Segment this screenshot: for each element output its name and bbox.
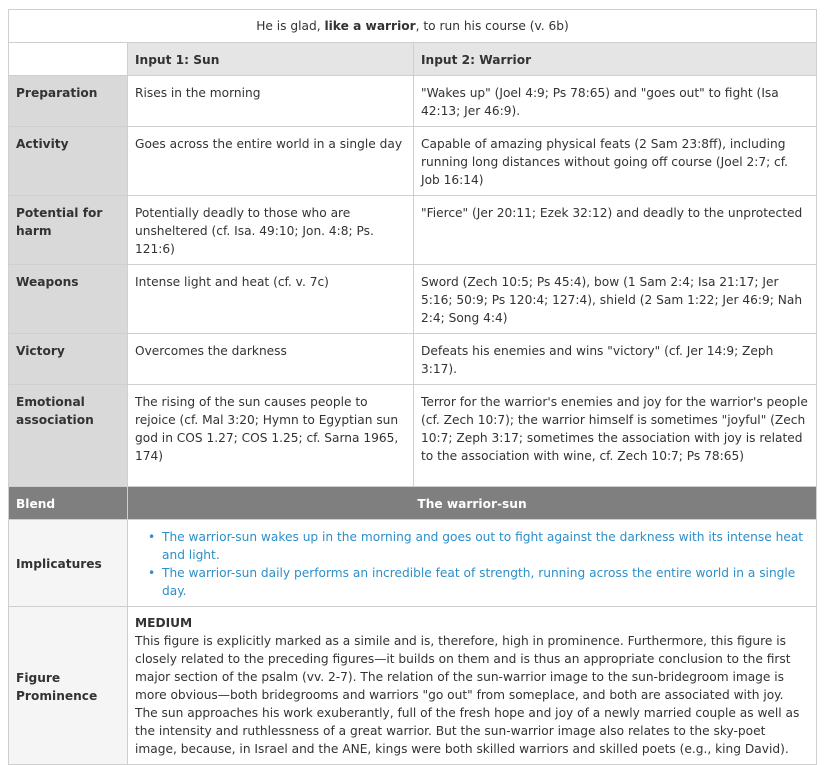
implicatures-label: Implicatures <box>9 520 128 607</box>
analysis-table-container <box>8 9 816 765</box>
implicatures-list <box>135 528 809 600</box>
row-label: Potential for harm <box>9 196 128 265</box>
caption-text-bold: like a warrior <box>324 19 416 33</box>
warrior-cell: Sword (Zech 10:5; Ps 45:4), bow (1 Sam 2:4; Isa 21:17; Jer 5:16; 50:9; Ps 120:4; 127:4), shield (2 Sam 1:22; Jer 46:9; Nah 2:4; Song 4:4) <box>414 265 817 334</box>
row-label: Weapons <box>9 265 128 334</box>
row-label: Preparation <box>9 76 128 127</box>
table-caption <box>9 10 817 43</box>
row-label: Emotional association <box>9 385 128 487</box>
sun-cell: Goes across the entire world in a single day <box>128 127 414 196</box>
implicatures-row <box>9 520 817 607</box>
header-input1: Input 1: Sun <box>128 43 414 76</box>
table-row-preparation <box>9 76 817 127</box>
prominence-text: This figure is explicitly marked as a simile and is, therefore, high in prominence. Furthermore, this figure is closely related to the preceding figures—it builds on them and is thus an appropriate conclusion to the first major section of the psalm (vv. 2-7). The relation of the sun-warrior image to the sun-bridegroom image is more obvious—both bridegrooms and warriors "go out" from someplace, and both are associated with joy. The sun approaches his work exuberantly, full of the fresh hope and joy of a newly married couple as well as the intensity and ruthlessness of a great warrior. But the sun-warrior image also relates to the sky-poet image, because, in Israel and the ANE, kings were both skilled warriors and skilled poets (e.g., king David). <box>135 634 800 756</box>
table-row-activity <box>9 127 817 196</box>
warrior-cell: "Wakes up" (Joel 4:9; Ps 78:65) and "goes out" to fight (Isa 42:13; Jer 46:9). <box>414 76 817 127</box>
row-label: Victory <box>9 334 128 385</box>
warrior-cell: Defeats his enemies and wins "victory" (cf. Jer 14:9; Zeph 3:17). <box>414 334 817 385</box>
simile-analysis-table <box>8 9 817 765</box>
warrior-cell: Capable of amazing physical feats (2 Sam 23:8ff), including running long distances without going off course (Joel 2:7; cf. Job 16:14) <box>414 127 817 196</box>
sun-cell: Overcomes the darkness <box>128 334 414 385</box>
sun-cell: Potentially deadly to those who are unsheltered (cf. Isa. 49:10; Jon. 4:8; Ps. 121:6) <box>128 196 414 265</box>
header-blank-cell <box>9 43 128 76</box>
prominence-content <box>128 607 817 765</box>
warrior-cell: Terror for the warrior's enemies and joy for the warrior's people (cf. Zech 10:7); the warrior himself is sometimes "joyful" (Zech 10:7; Zeph 3:17; sometimes the association with joy is related to the association with wine, cf. Zech 10:7; Ps 78:65) <box>414 385 817 487</box>
header-input2: Input 2: Warrior <box>414 43 817 76</box>
sun-cell: Intense light and heat (cf. v. 7c) <box>128 265 414 334</box>
sun-cell: Rises in the morning <box>128 76 414 127</box>
table-row-victory <box>9 334 817 385</box>
header-row <box>9 43 817 76</box>
blend-label: Blend <box>9 487 128 520</box>
blend-title: The warrior-sun <box>128 487 817 520</box>
table-row-weapons <box>9 265 817 334</box>
row-label: Activity <box>9 127 128 196</box>
list-item: • The warrior-sun daily performs an incredible feat of strength, running across the entire world in a single day. <box>162 564 809 600</box>
implicatures-content <box>128 520 817 607</box>
list-item: • The warrior-sun wakes up in the morning and goes out to fight against the darkness with its intense heat and light. <box>162 528 809 564</box>
prominence-row <box>9 607 817 765</box>
caption-row <box>9 10 817 43</box>
blend-row <box>9 487 817 520</box>
table-row-potential-for-harm <box>9 196 817 265</box>
caption-text-before: He is glad, <box>256 19 325 33</box>
prominence-level: MEDIUM <box>135 616 193 630</box>
warrior-cell: "Fierce" (Jer 20:11; Ezek 32:12) and deadly to the unprotected <box>414 196 817 265</box>
table-row-emotional-association <box>9 385 817 487</box>
caption-text-after: , to run his course (v. 6b) <box>415 19 569 33</box>
sun-cell: The rising of the sun causes people to rejoice (cf. Mal 3:20; Hymn to Egyptian sun god in COS 1.27; COS 1.25; cf. Sarna 1965, 174) <box>128 385 414 487</box>
prominence-label: Figure Prominence <box>9 607 128 765</box>
